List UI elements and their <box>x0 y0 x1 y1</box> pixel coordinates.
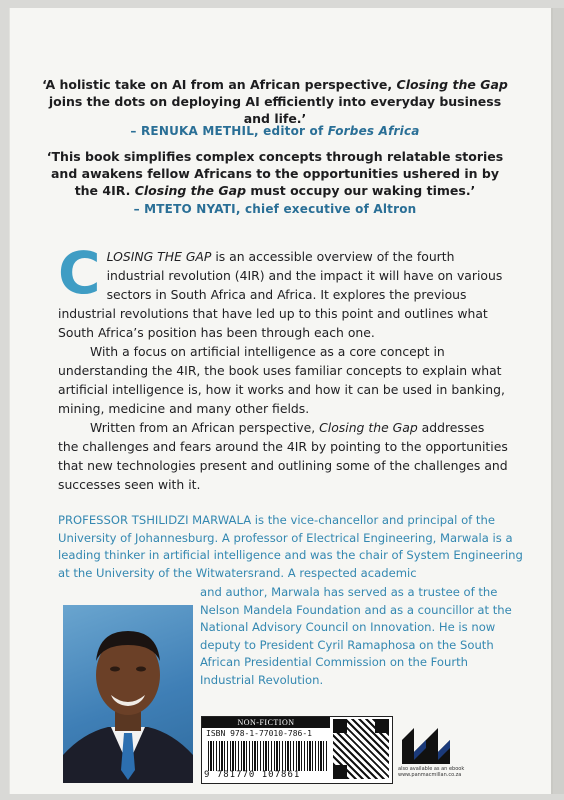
author-portrait-illustration <box>63 605 193 783</box>
drop-cap: C <box>58 239 101 307</box>
description-paragraph-3 <box>58 418 508 494</box>
quote-text: joins the dots on deploying AI efficiently into everyday business and life.’ <box>48 94 502 126</box>
description-paragraph-2: With a focus on artificial intelligence as a core concept in understanding the 4IR, the book uses familiar concepts to explain what artificial intelligence is, how it works and how it can be used in banking, mining, medicine and many other fields. <box>58 344 505 416</box>
quote-text: ‘This book simplifies complex concepts through relatable stories and awakens fellow Africans to the opportunities ushered in by the 4IR. <box>46 149 504 198</box>
endorsement-quote-1 <box>40 76 510 127</box>
endorsement-attribution-1 <box>40 124 510 138</box>
endorsement-attribution-2 <box>40 202 510 216</box>
paragraph-text: is an accessible overview of the fourth industrial revolution (4IR) and the impact it will have on various sectors in South Africa and Africa. It explores the previous industrial revolutions that have led up to this point and outlines what South Africa’s position has been through each one. <box>58 249 503 340</box>
publisher-tagline: also available as an ebook www.panmacmillan.co.za <box>398 766 465 778</box>
barcode-digits: 9 781770 107861 <box>204 770 301 780</box>
barcode-panel <box>201 716 393 784</box>
category-label: NON-FICTION <box>202 717 330 728</box>
qr-code-icon <box>333 719 389 779</box>
book-title: Closing the Gap <box>396 77 508 92</box>
book-title: Closing the Gap <box>319 420 418 435</box>
paragraph-text: Written from an African perspective, <box>90 420 320 435</box>
publication-name: Forbes Africa <box>327 124 420 138</box>
endorsement-quote-2 <box>40 148 510 199</box>
paragraph-text: addresses the challenges and fears around the 4IR by pointing to the opportunities that new technologies present and outlining some of the challenges and successes seen with it. <box>58 420 508 492</box>
book-description <box>58 239 508 494</box>
publisher-logo-icon <box>400 722 456 766</box>
attribution-text: – MTETO NYATI, chief executive of Altron <box>133 202 417 216</box>
book-title: LOSING THE GAP <box>106 249 212 264</box>
isbn-text: ISBN 978-1-77010-786-1 <box>206 729 312 738</box>
book-title: Closing the Gap <box>134 183 247 198</box>
quote-text: must occupy our waking times.’ <box>246 183 476 198</box>
attribution-text: – RENUKA METHIL, editor of <box>130 124 328 138</box>
quote-text: ‘A holistic take on AI from an African perspective, <box>42 77 397 92</box>
author-bio: PROFESSOR TSHILIDZI MARWALA is the vice-chancellor and principal of the University of Johannesburg. A professor of Electrical Engineering, Marwala is a leading thinker in artificial intelligence and was the chair of System Engineering at the University of the Witwatersrand. A respected academic <box>58 513 523 580</box>
author-bio-continued: and author, Marwala has served as a trustee of the Nelson Mandela Foundation and as a councillor at the National Advisory Council on Innovation. He is now deputy to President Cyril Ramaphosa on the South African Presidential Commission on the Fourth Industrial Revolution. <box>200 585 512 687</box>
description-paragraph-1 <box>58 239 508 342</box>
author-photo <box>63 605 193 783</box>
barcode-icon <box>208 741 328 771</box>
book-edge <box>551 8 564 794</box>
